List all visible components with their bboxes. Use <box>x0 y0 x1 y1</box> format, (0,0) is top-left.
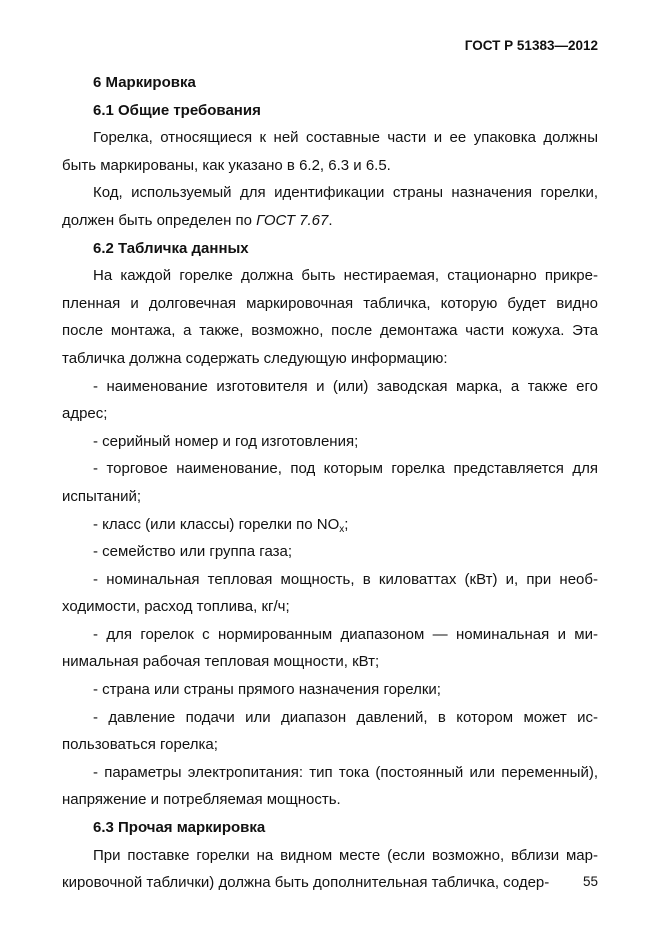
list-item: - номинальная тепловая мощность, в киловаттах (кВт) и, при необходимости, расход топлива, кг/ч; <box>62 570 598 616</box>
subsection-title-6-1: 6.1 Общие требования <box>93 101 261 119</box>
list-item: - торговое наименование, под которым горелка представляется для испытаний; <box>62 460 598 505</box>
list-item: - параметры электропитания: тип тока (постоянный или переменный), напряжение и потребляемая мощность. <box>62 763 598 809</box>
paragraph <box>62 179 598 234</box>
paragraph: При поставке горелки на видном месте (если возможно, вблизи маркировочной таблички) должна быть дополнительная табличка, содер- <box>62 846 598 892</box>
list-item: - серийный номер и год изготовления; <box>93 432 359 450</box>
list-item-end: ; <box>344 515 349 533</box>
list-item: - страна или страны прямого назначения горелки; <box>93 681 441 699</box>
standard-code-header: ГОСТ Р 51383—2012 <box>464 38 598 53</box>
paragraph-text: Код, используемый для идентификации страны назначения горелки, должен быть определен по <box>62 184 598 229</box>
list-item: - семейство или группа газа; <box>93 543 292 561</box>
list-item-text: - класс (или классы) горелки по NO <box>93 515 340 533</box>
list-item: - для горелок с нормированным диапазоном — номинальная и минимальная рабочая тепловая мощности, кВт; <box>62 625 598 671</box>
list-item: - давление подачи или диапазон давлений, в котором может использоваться горелка; <box>62 708 598 754</box>
subscript: x <box>339 523 345 535</box>
document-body <box>62 69 598 897</box>
page-number: 55 <box>582 874 598 889</box>
list-item <box>62 511 598 539</box>
section-title: 6 Маркировка <box>93 74 196 91</box>
standard-reference: ГОСТ 7.67 <box>256 211 329 229</box>
subsection-title-6-3: 6.3 Прочая маркировка <box>93 819 266 837</box>
subsection-title-6-2: 6.2 Табличка данных <box>93 239 249 257</box>
list-item: - наименование изготовителя и (или) заводская марка, а также его адрес; <box>62 377 598 423</box>
paragraph-end: . <box>328 211 333 229</box>
paragraph: Горелка, относящиеся к ней составные части и ее упаковка должны быть маркированы, как указано в 6.2, 6.3 и 6.5. <box>62 129 598 174</box>
paragraph: На каждой горелке должна быть нестираемая, стационарно прикрепленная и долговечная маркировочная табличка, которую будет видно после монтажа, а также, возможно, после демонтажа части кожуха. Эта табличка должна содержать следующую информацию: <box>62 267 598 367</box>
